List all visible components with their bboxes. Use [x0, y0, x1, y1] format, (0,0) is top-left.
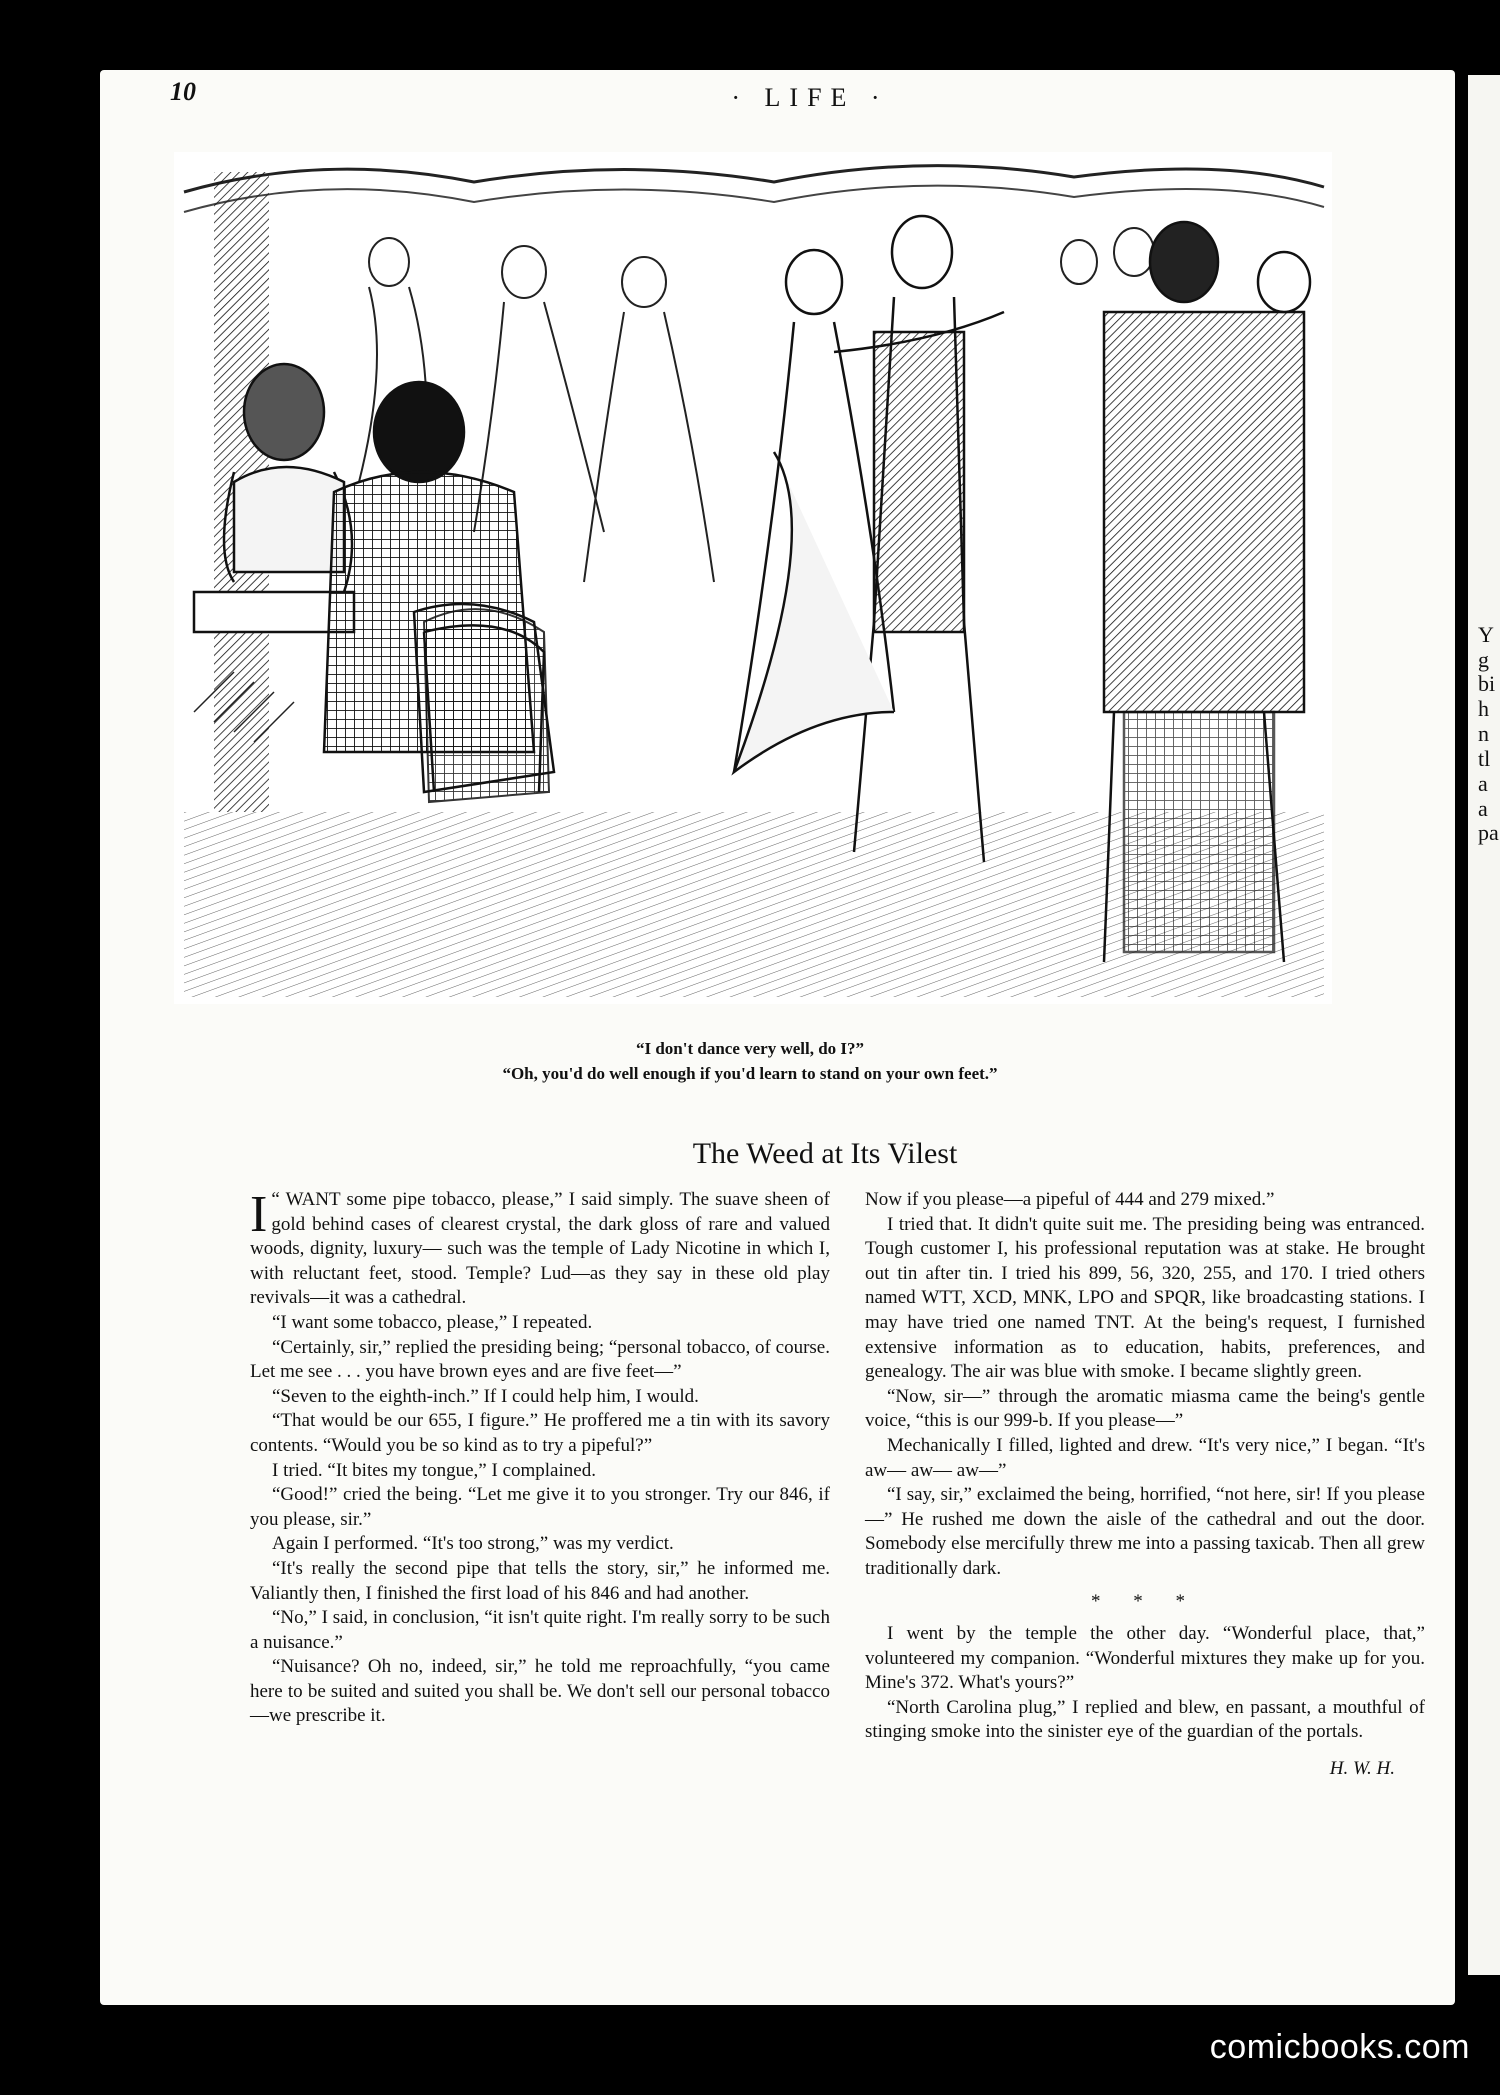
- adjacent-page-fragment: Y: [1478, 622, 1494, 647]
- paragraph: “Certainly, sir,” replied the presiding being; “personal tobacco, of course. Let me see . . . you have brown eyes and are five feet—”: [250, 1336, 830, 1383]
- adjacent-page-fragment: a: [1478, 796, 1488, 821]
- paragraph: “North Carolina plug,” I replied and blew, en passant, a mouthful of stinging smoke into the sinister eye of the guardian of the portals.: [865, 1696, 1425, 1743]
- paragraph: “No,” I said, in conclusion, “it isn't quite right. I'm really sorry to be such a nuisance.”: [250, 1607, 830, 1653]
- adjacent-page-fragment: tl: [1478, 746, 1491, 771]
- paragraph: I tried that. It didn't quite suit me. The presiding being was entranced. Tough customer I, his professional reputation was at stake. He brought out tin after tin. I tried his 899, 56, 320, 255, and 170. I tried others named WTT, XCD, MNK, LPO and SPQR, like broadcasting stations. I may have tried one named TNT. At the being's request, I furnished extensive information as to education, habits, preferences, and genealogy. The air was blue with smoke. I became slightly green.: [865, 1213, 1425, 1383]
- paragraph: “That would be our 655, I figure.” He proffered me a tin with its savory contents. “Would you be so kind as to try a pipeful?”: [250, 1410, 830, 1456]
- author-signature: H. W. H.: [1329, 1758, 1395, 1780]
- adjacent-page-fragment: a: [1478, 771, 1488, 796]
- paragraph: Now if you please—a pipeful of 444 and 279 mixed.”: [865, 1189, 1275, 1210]
- paragraph: “Seven to the eighth-inch.” If I could help him, I would.: [272, 1385, 699, 1407]
- paragraph: I tried. “It bites my tongue,” I complained.: [272, 1459, 596, 1481]
- adjacent-page-fragment: bi: [1478, 671, 1496, 696]
- article-title: The Weed at Its Vilest: [692, 1137, 958, 1170]
- masthead: · LIFE ·: [731, 83, 889, 112]
- caption-line-question: “I don't dance very well, do I?”: [635, 1039, 865, 1058]
- drop-cap: I: [250, 1186, 268, 1243]
- adjacent-page-fragment: g: [1478, 647, 1489, 672]
- article-column-left: [250, 1188, 830, 1729]
- paragraph: Again I performed. “It's too strong,” was my verdict.: [272, 1533, 674, 1555]
- paragraph: “I say, sir,” exclaimed the being, horrified, “not here, sir! If you please—” He rushed me down the aisle of the cathedral and out the door. Somebody else mercifully threw me into a passing taxicab. Then all grew traditionally dark.: [865, 1484, 1425, 1579]
- caption-line-reply: “Oh, you'd do well enough if you'd learn to stand on your own feet.”: [502, 1064, 998, 1083]
- dance-hall-illustration: [174, 152, 1332, 1004]
- paragraph: Mechanically I filled, lighted and drew. “It's very nice,” I began. “It's aw— aw— aw—”: [865, 1434, 1425, 1481]
- paragraph: “Nuisance? Oh no, indeed, sir,” he told me reproachfully, “you came here to be suited and suited you shall be. We don't sell our personal tobacco—we prescribe it.: [250, 1656, 830, 1727]
- adjacent-page-edge: [1468, 75, 1500, 1975]
- section-separator: * * *: [1091, 1590, 1199, 1612]
- paragraph: “I want some tobacco, please,” I repeated.: [272, 1311, 593, 1333]
- adjacent-page-fragment: h: [1478, 696, 1489, 721]
- adjacent-page-fragment: pa: [1478, 820, 1499, 845]
- paragraph: I “ WANT some pipe tobacco, please,” I said simply. The suave sheen of gold behind cases of clearest crystal, the dark gloss of rare and valued woods, dignity, luxury— such was the temple of Lady Nicotine in which I, with reluctant feet, stood. Temple? Lud—as they say in these old play revivals—it was a cathedral.: [250, 1186, 830, 1309]
- illustration-drawing: [174, 152, 1332, 1004]
- article-column-right: [865, 1188, 1425, 1782]
- illustration-caption: [200, 1036, 1300, 1086]
- paragraph: “It's really the second pipe that tells the story, sir,” he informed me. Valiantly then, I finished the first load of his 846 and had another.: [250, 1557, 830, 1604]
- paragraph: “Now, sir—” through the aromatic miasma came the being's gentle voice, “this is our 999-b. If you please—”: [865, 1385, 1425, 1432]
- adjacent-page-fragment: n: [1478, 721, 1489, 746]
- site-watermark: comicbooks.com: [1209, 2028, 1470, 2066]
- paragraph: “Good!” cried the being. “Let me give it to you stronger. Try our 846, if you please, sir.”: [250, 1484, 830, 1530]
- paragraph: I went by the temple the other day. “Wonderful place, that,” volunteered my companion. “Wonderful mixtures they make up for you. Mine's 372. What's yours?”: [865, 1623, 1425, 1694]
- page-number: 10: [170, 77, 196, 106]
